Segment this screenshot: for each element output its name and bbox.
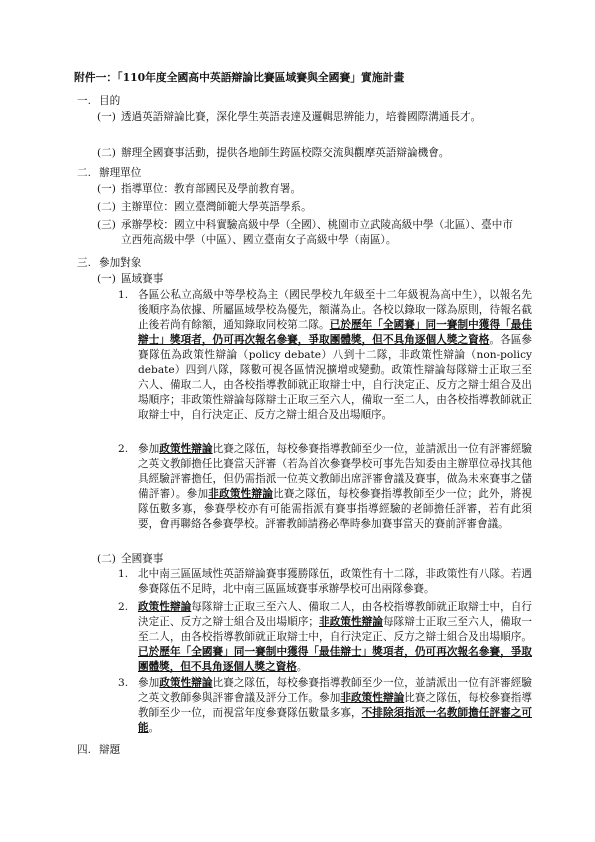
emphasis-text: 政策性辯論 (138, 601, 192, 613)
item-marker: 1. (118, 568, 129, 580)
paragraph-text (138, 288, 532, 423)
emphasis-text: 已於歷年「全國賽」同一賽制中獲得「最佳辯士」獎項者，仍可再次報名參賽，爭取團體獎，但不具角逐個人獎之資格 (138, 646, 532, 673)
organizer-item-3 (97, 218, 515, 248)
organizer-item-2 (97, 200, 515, 215)
purpose-item-2 (97, 146, 515, 161)
section-number: 二. (77, 167, 91, 179)
paragraph-text (138, 442, 532, 532)
national-paragraph-3 (118, 676, 532, 736)
emphasis-text: 已於歷年「全國賽」同一賽制中獲得「最佳辯士」獎項者，仍可再次報名參賽，爭取團體獎，但不具角逐個人獎之資格 (138, 319, 532, 346)
emphasis-text: 政策性辯論 (159, 677, 213, 689)
regional-paragraph-2 (118, 442, 532, 532)
paragraph-text (138, 600, 532, 675)
section-number: 一. (77, 95, 91, 107)
item-marker: 2. (118, 443, 129, 455)
section-title: 辦理單位 (99, 167, 142, 179)
section-heading-purpose (77, 94, 120, 109)
subsection-regional (97, 272, 515, 287)
regional-paragraph-1 (118, 288, 532, 423)
document-title: 附件一：「110年度全國高中英語辯論比賽區域賽與全國賽」實施計畫 (74, 71, 405, 84)
item-text: 承辦學校：國立中科實驗高級中學（全國）、桃園市立武陵高級中學（北區）、臺中市立西苑高級中學（中區）、國立臺南女子高級中學（南區）。 (121, 219, 513, 246)
item-marker: (一) (97, 111, 116, 123)
section-number: 三. (77, 257, 91, 269)
text-run: 各區公私立高級中等學校為主（國民學校九年級至十二年級視為高中生），以報名先後順序為依據、所屬區域學校為優先，額滿為止。各校以錄取一隊為原則，待報名截止後若尚有餘額，通知錄取同校第二隊。 (138, 289, 532, 331)
purpose-item-1 (97, 110, 515, 125)
section-title: 目的 (99, 95, 121, 107)
text-run: 比賽之隊伍，每校參賽指導教師至少一位，並請派出一位有評審經驗之英文教師擔任比賽當天評審（若為首次參賽學校可事先告知委由主辦單位尋找其他具經驗評審擔任，但仍需指派一位英文教師出席評審會議及賽事，做為未來賽事之儲備評審）。參加 (138, 443, 533, 500)
paragraph-text (138, 676, 532, 736)
text-run: 。 (148, 722, 160, 734)
emphasis-text: 不排除須指派一名教師擔任評審之可能 (138, 707, 533, 734)
emphasis-text: 非政策性辯論 (319, 616, 383, 628)
section-title: 辯題 (99, 744, 121, 756)
item-marker: (一) (97, 183, 116, 195)
item-marker: (三) (97, 219, 116, 231)
item-marker: 1. (118, 289, 129, 301)
item-marker: (一) (97, 273, 116, 285)
section-heading-participants (77, 256, 141, 271)
text-run: 比賽之隊伍，每校參賽指導教師至少一位，而視當年度參賽隊伍數量多寡， (138, 692, 533, 719)
item-text: 透過英語辯論比賽，深化學生英語表達及邏輯思辨能力，培養國際溝通長才。 (121, 111, 482, 123)
item-marker: 2. (118, 601, 129, 613)
item-marker: (二) (97, 553, 116, 565)
section-heading-organizers (77, 166, 141, 181)
item-text: 主辦單位：國立臺灣師範大學英語學系。 (121, 201, 312, 213)
text-run: 參加 (138, 677, 160, 689)
text-run: 。 (296, 661, 308, 673)
text-run: 參加 (138, 443, 160, 455)
national-paragraph-2 (118, 600, 532, 675)
subsection-title: 全國賽事 (121, 553, 164, 565)
subsection-title: 區域賽事 (121, 273, 164, 285)
emphasis-text: 非政策性辯論 (340, 692, 405, 704)
item-marker: 3. (118, 677, 129, 689)
item-marker: (二) (97, 147, 116, 159)
national-paragraph-1 (118, 567, 532, 597)
emphasis-text: 政策性辯論 (159, 443, 213, 455)
emphasis-text: 非政策性辯論 (208, 488, 274, 500)
paragraph-text: 北中南三區區域性英語辯論賽事獲勝隊伍，政策性有十二隊，非政策性有八隊。若遇參賽隊伍不足時，北中南三區區域賽事承辦學校可出兩隊參賽。 (138, 568, 532, 595)
section-title: 參加對象 (99, 257, 142, 269)
text-run: 每隊辯士正取三至六人，備取一至二人，由各校指導教師就正取辯士中，自行決定正、反方之辯士組合及出場順序。 (138, 616, 533, 643)
organizer-item-1 (97, 182, 515, 197)
text-run: 。各區參賽隊伍為政策性辯論（policy debate）八到十二隊，非政策性辯論（non-policy debate）四到八隊，隊數可視各區情況擴增或變動。政策性辯論每隊辯士正取三至六人、備取二人，由各校指導教師就正取辯士中，自行決定正、反方之辯士組合及出場順序；非政策性辯論每隊辯士正取三至六人，備取一至二人，由各校指導教師就正取辯士中，自行決定正、反方之辯士組合及出場順序。 (138, 334, 532, 421)
item-text: 指導單位：教育部國民及學前教育署。 (121, 183, 302, 195)
item-marker: (二) (97, 201, 116, 213)
section-heading-motions (77, 743, 120, 758)
item-text: 辦理全國賽事活動，提供各地師生跨區校際交流與觀摩英語辯論機會。 (121, 147, 450, 159)
subsection-national (97, 552, 515, 567)
text-run: 比賽之隊伍，每校參賽指導教師至少一位；此外，將視隊伍數多寡，參賽學校亦有可能需指派有賽事指導經驗的老師擔任評審，若有此須要，會再聯絡各參賽學校。評審教師請務必準時參加賽事當天的賽前評審會議。 (138, 488, 533, 530)
text-run: 每隊辯士正取三至六人、備取二人，由各校指導教師就正取辯士中，自行決定正、反方之辯士組合及出場順序； (138, 601, 533, 628)
section-number: 四. (77, 744, 91, 756)
text-run: 比賽之隊伍，每校參賽指導教師至少一位，並請派出一位有評審經驗之英文教師參與評審會議及評分工作。參加 (138, 677, 533, 704)
